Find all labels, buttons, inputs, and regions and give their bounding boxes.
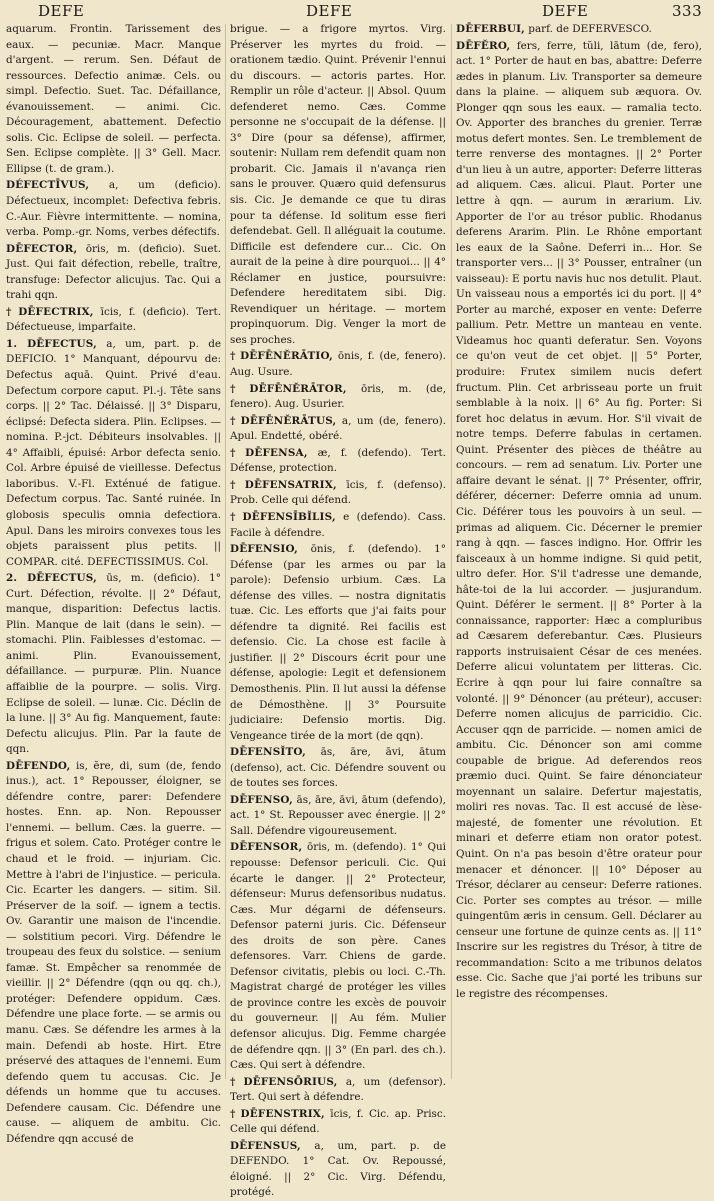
entry-headword: DĒFENSOR, xyxy=(230,841,303,854)
dictionary-entry xyxy=(456,39,702,1003)
dagger-mark: † xyxy=(230,510,240,523)
dictionary-entry xyxy=(230,1107,446,1138)
header-right-guideword: DEFE xyxy=(542,2,589,20)
dagger-mark: † xyxy=(230,350,238,363)
header-center-guideword: DEFE xyxy=(306,2,353,20)
dictionary-entry xyxy=(230,745,446,792)
entry-definition: ās, āre, āvi, ātum (defenso), act. Cic. Défendre souvent ou de toutes ses forces. xyxy=(230,746,446,790)
running-header xyxy=(0,2,714,24)
column-2 xyxy=(230,22,447,1199)
entry-headword: DĒFENSA, xyxy=(245,446,308,459)
entry-headword: DĒFERBUI, xyxy=(456,23,525,35)
dagger-mark: † xyxy=(230,478,242,491)
dictionary-entry xyxy=(6,759,221,1148)
entry-headword: DĒFĔRO, xyxy=(456,39,511,52)
entry-definition: parf. de DEFERVESCO. xyxy=(528,23,652,35)
dictionary-entry xyxy=(6,178,221,240)
column-divider xyxy=(225,24,226,1079)
entry-headword: DĒFECTRIX, xyxy=(18,305,94,318)
dagger-mark: † xyxy=(230,1075,241,1088)
entry-headword: 1. DĒFECTUS, xyxy=(6,337,97,350)
header-left-guideword: DEFE xyxy=(38,2,85,20)
entry-definition: ās, āre, āvi, ātum (defendo), act. 1° St. Repousser avec énergie. || 2° Sall. Défendre vigoureusement. xyxy=(230,793,446,837)
entry-headword: DĒFENSŌRIUS, xyxy=(243,1075,338,1088)
dictionary-entry xyxy=(230,1075,446,1106)
dictionary-entry xyxy=(6,242,221,304)
dictionary-entry xyxy=(6,22,221,177)
entry-headword: DĒFĒNĔRĀTIO, xyxy=(240,350,333,363)
entry-definition: a, um (defensor). Tert. Qui sert à défendre. xyxy=(230,1075,446,1104)
dictionary-entry xyxy=(230,510,446,541)
entry-definition: ōris, m. (defendo). 1° Qui repousse: Defensor periculi. Cic. Qui écarte le danger. || 2° Protecteur, défenseur: Murus defensoribus nudatus. Cæs. Mur dégarni de défenseurs. Defensor paterni juris. Cic. Défenseur des droits de son père. Canes defensores. Varr. Chiens de garde. Defensor civitatis, plebis ou loci. C.-Th. Magistrat chargé de protéger les villes de province contre les excès de pouvoir du gouverneur. || Au fém. Mulier defensor alicujus. Dig. Femme chargée de défendre qqn. || 3° (En parl. des ch.). Cæs. Qui sert à défendre. xyxy=(230,841,446,1072)
dictionary-entry xyxy=(230,349,446,380)
dictionary-entry xyxy=(230,542,446,744)
entry-definition: ōris, m. (de, fenero). Aug. Usurier. xyxy=(230,382,446,411)
dictionary-entry xyxy=(230,382,446,413)
entry-definition: īcis, f. (deficio). Tert. Défectueuse, imparfaite. xyxy=(6,305,221,334)
entry-definition: aquarum. Frontin. Tarissement des eaux. — pecuniæ. Macr. Manque d'argent. — rerum. Sen. Défaut de ressources. Defectio animæ. Cels. ou simpl. Defectio. Suet. Tac. Défaillance, évanouissement. — animi. Cic. Découragement, abattement. Defectio solis. Cic. Eclipse de soleil. — perfecta. Sen. Eclipse complète. || 3° Gell. Macr. Ellipse (t. de gram.). xyxy=(6,23,221,175)
column-divider xyxy=(451,24,452,1079)
entry-headword: DĒFENSIO, xyxy=(230,543,298,556)
entry-headword: DÉFECTĪVUS, xyxy=(6,179,90,192)
dictionary-entry xyxy=(230,478,446,509)
entry-definition: fers, ferre, tŭli, lātum (de, fero), act. 1° Porter de haut en bas, abattre: Deferre ædes in planum. Liv. Transporter sa demeure dans la plaine. — aliquem sub æquora. Ov. Plonger qqn sous les eaux. — ramalia tecto. Ov. Apporter des branches du grenier. Terræ motus defert montes. Sen. Le tremblement de terre renverse des montagnes. || 2° Porter d'un lieu à un autre, apporter: Deferre litteras ad aliquem. Cæs. alicui. Plaut. Porter une lettre à qqn. — aurum in ærarium. Liv. Apporter de l'or au trésor public. Rhodanus deferens Ararim. Plin. Le Rhône emportant les eaux de la Saône. Deferri in... Hor. Se transporter vers... || 3° Pousser, entraîner (un vaisseau): E portu navis huc nos detulit. Plaut. Un vaisseau nous a emportés ici du port. || 4° Porter au marché, exposer en vente: Deferre pallium. Petr. Mettre un manteau en vente. Videamus hoc quanti deferatur. Sen. Voyons ce qu'on veut de cet objet. || 5° Porter, produire: Frutex similem nucis defert fructum. Plin. Cet arbrisseau porte un fruit semblable à la noix. || 6° Au fig. Porter: Si foret hoc delatus in ævum. Hor. S'il vivait de notre temps. Deferre fabulas in certamen. Quint. Présenter des pièces de théâtre au concours. — rem ad senatum. Liv. Porter une affaire devant le sénat. || 7° Présenter, offrir, déférer, décerner: Deferre omnia ad unum. Cic. Déférer tous les pouvoirs à un seul. — primas ad aliquem. Cic. Décerner le premier rang à qqn. — fasces indigno. Hor. Offrir les faisceaux à un homme indigne. Si quid petit, ultro defer. Hor. S'il t'adresse une demande, hâte-toi de la lui accorder. — jusjurandum. Quint. Déférer le serment. || 8° Porter à la connaissance, rapporter: Hæc a compluribus ad Cæsarem deferebantur. Cæs. Plusieurs rapports instruisaient César de ces menées. Deferre alicui voluntatem per litteras. Cic. Ecrire à qqn pour lui faire connaître sa volonté. || 9° Dénoncer (au préteur), accuser: Deferre nomen alicujus de parricidio. Cic. Accuser qqn de parricide. — nomen amici de ambitu. Cic. Dénoncer son ami comme coupable de brigue. Ad deferendos reos præmio duci. Quint. Se faire dénonciateur moyennant un salaire. Defertur majestatis, moliri res novas. Tac. Il est accusé de lèse-majesté, de fomenter une révolution. Et minari et deferre etiam non orator potest. Quint. On n'a pas besoin d'être orateur pour menacer et dénoncer. || 10° Déposer au Trésor, déclarer au censeur: Deferre rationes. Cic. Porter ses comptes au trésor. — mille quingentūm æris in censum. Gell. Déclarer au censeur une fortune de quinze cents as. || 11° Inscrire sur les registres du Trésor, à titre de recommandation: Scito a me tribunos delatos esse. Cic. Sache que j'ai porté les tribuns sur le registre des récompenses. xyxy=(456,39,702,1000)
entry-definition: īcis, f. (defenso). Prob. Celle qui défend. xyxy=(230,478,446,507)
entry-definition: æ, f. (defendo). Tert. Défense, protection. xyxy=(230,446,446,475)
entry-headword: DĒFECTOR, xyxy=(6,242,78,255)
dictionary-entry xyxy=(6,305,221,336)
entry-headword: DĒFENSATRIX, xyxy=(244,478,337,491)
dictionary-entry xyxy=(230,22,446,348)
dictionary-entry xyxy=(230,414,446,445)
dictionary-entry xyxy=(230,840,446,1073)
dictionary-entry xyxy=(6,337,221,570)
dagger-mark: † xyxy=(230,382,247,395)
entry-headword: DĒFĒNĔRĀTUS, xyxy=(240,414,337,427)
dagger-mark: † xyxy=(6,305,16,318)
entry-definition: ōnis, f. (defendo). 1° Défense (par les armes ou par la parole): Defensio urbium. Cæs. La défense des villes. — nostra dignitatis tuæ. Cic. Les efforts que j'ai faits pour défendre ta dignité. Rei facilis est defensio. Cic. La chose est facile à justifier. || 2° Discours écrit pour une défense, apologie: Legit et defensionem Demosthenis. Plin. Il lut aussi la défense de Démosthène. || 3° Poursuite judiciaire: Defensio mortis. Dig. Vengeance tirée de la mort (de qqn). xyxy=(230,543,446,742)
entry-headword: DĒFĒNĔRĀTOR, xyxy=(249,382,347,395)
entry-definition: a, um (deficio). Défectueux, incomplet: Defectiva febris. C.-Aur. Fièvre intermittente. — nomina, verba. Pomp.-gr. Noms, verbes défectifs. xyxy=(6,179,221,239)
entry-definition: is, ĕre, di, sum (de, fendo inus.), act. 1° Repousser, éloigner, se défendre contre, parer: Defendere hostes. Enn. ap. Non. Repousser l'ennemi. — bellum. Cæs. la guerre. — frigus et solem. Cato. Protéger contre le chaud et le froid. — injuriam. Cic. Mettre à l'abri de l'injustice. — pericula. Cic. Ecarter les dangers. — sitim. Sil. Préserver de la soif. — ignem a tectis. Ov. Garantir une maison de l'incendie. — solstitium pecori. Virg. Défendre le troupeau des feux du solstice. — senium famæ. St. Empêcher sa renommée de vieillir. || 2° Défendre (qqn ou qq. ch.), protéger: Defendere oppidum. Cæs. Défendre une place forte. — se armis ou manu. Cæs. Se défendre les armes à la main. Defendi ab hoste. Hirt. Etre préservé des attaques de l'ennemi. Eum defendo quem tu accusas. Cic. Je défends un homme que tu accuses. Defendere causam. Cic. Défendre une cause. — aliquem de ambitu. Cic. Défendre qqn accusé de xyxy=(6,759,221,1145)
entry-headword: DĒFENDO, xyxy=(6,759,71,772)
entry-definition: a, um, part. p. de DEFICIO. 1° Manquant, dépourvu de: Defectus aquā. Quint. Privé d'eau. Defectum corpore caput. Pl.-j. Tête sans corps. || 2° Tac. Délaissé. || 3° Disparu, éclipsé: Defecta sidera. Plin. Eclipses. — nomina. P.-jct. Débiteurs insolvables. || 4° Affaibli, épuisé: Arbor defecta senio. Col. Arbre épuisé de vieillesse. Defectus laboribus. V.-Fl. Exténué de fatigue. Defectum corpus. Tac. Santé ruinée. In globosis speculis omnia defectiora. Apul. Dans les miroirs convexes tous les objets paraissent plus petits. || COMPAR. cité. DEFECTISSIMUS. Col. xyxy=(6,337,221,568)
entry-headword: 2. DĒFECTUS, xyxy=(6,572,97,585)
dictionary-entry xyxy=(456,22,702,38)
dagger-mark: † xyxy=(230,414,238,427)
entry-definition: brigue. — a frigore myrtos. Virg. Préserver les myrtes du froid. — orationem tædio. Quint. Prévenir l'ennui du discours. — actoris partes. Hor. Remplir un rôle d'acteur. || Absol. Quum defenderet nemo. Cæs. Comme personne ne s'occupait de la défense. || 3° Dire (pour sa défense), affirmer, soutenir: Nullam rem defendit quam non probarit. Cic. Jamais il n'avança rien sans le prouver. Quæro quid defensurus sis. Cic. Je demande ce que tu diras pour ta défense. Id solitum esse fieri defendebat. Gell. Il alléguait la coutume. Difficile est defendere cur... Cic. On aurait de la peine à dire pourquoi... || 4° Réclamer en justice, poursuivre: Defendere hereditatem sibi. Dig. Revendiquer un héritage. — mortem propinquorum. Dig. Venger la mort de ses proches. xyxy=(230,23,446,346)
entry-definition: a, um, part. p. de DEFENDO. 1° Cat. Ov. Repoussé, éloigné. || 2° Cic. Virg. Défendu, protégé. xyxy=(230,1139,446,1199)
page-number: 333 xyxy=(672,2,703,20)
column-3 xyxy=(456,22,702,1082)
dagger-mark: † xyxy=(230,446,243,459)
entry-headword: DĒFENSUS, xyxy=(230,1139,301,1152)
entry-headword: DĒFENSO, xyxy=(230,793,293,806)
entry-definition: a, um (de, fenero). Apul. Endetté, obéré. xyxy=(230,414,446,443)
entry-definition: īcis, f. Cic. ap. Prisc. Celle qui défend. xyxy=(230,1107,447,1136)
entry-headword: DĒFENSĬTO, xyxy=(230,746,306,759)
entry-definition: ōnis, f. (de, fenero). Aug. Usure. xyxy=(230,350,446,379)
entry-definition: ūs, m. (deficio). 1° Curt. Défection, révolte. || 2° Défaut, manque, disparition: Defectus lactis. Plin. Manque de lait (dans le sein). — stomachi. Plin. Faiblesses d'estomac. — animi. Plin. Evanouissement, défaillance. — purpuræ. Plin. Nuance affaiblie de la pourpre. — solis. Virg. Eclipse de soleil. — lunæ. Cic. Déclin de la lune. || 3° Au fig. Manquement, faute: Defectu alicujus. Plin. Par la faute de qqn. xyxy=(6,572,221,756)
entry-headword: DĒFENSTRIX, xyxy=(240,1107,325,1120)
dagger-mark: † xyxy=(230,1107,238,1120)
entry-definition: e (defendo). Cass. Facile à défendre. xyxy=(230,510,446,539)
dictionary-entry xyxy=(6,571,221,758)
column-1 xyxy=(6,22,221,1145)
entry-definition: ōris, m. (deficio). Suet. Just. Qui fait défection, rebelle, traître, transfuge: Defector alicujus. Tac. Qui a trahi qqn. xyxy=(6,242,221,302)
entry-headword: DĒFENSĪBĬLIS, xyxy=(242,510,336,523)
dictionary-entry xyxy=(230,793,446,840)
dictionary-entry xyxy=(230,446,446,477)
dictionary-entry xyxy=(230,1139,446,1201)
